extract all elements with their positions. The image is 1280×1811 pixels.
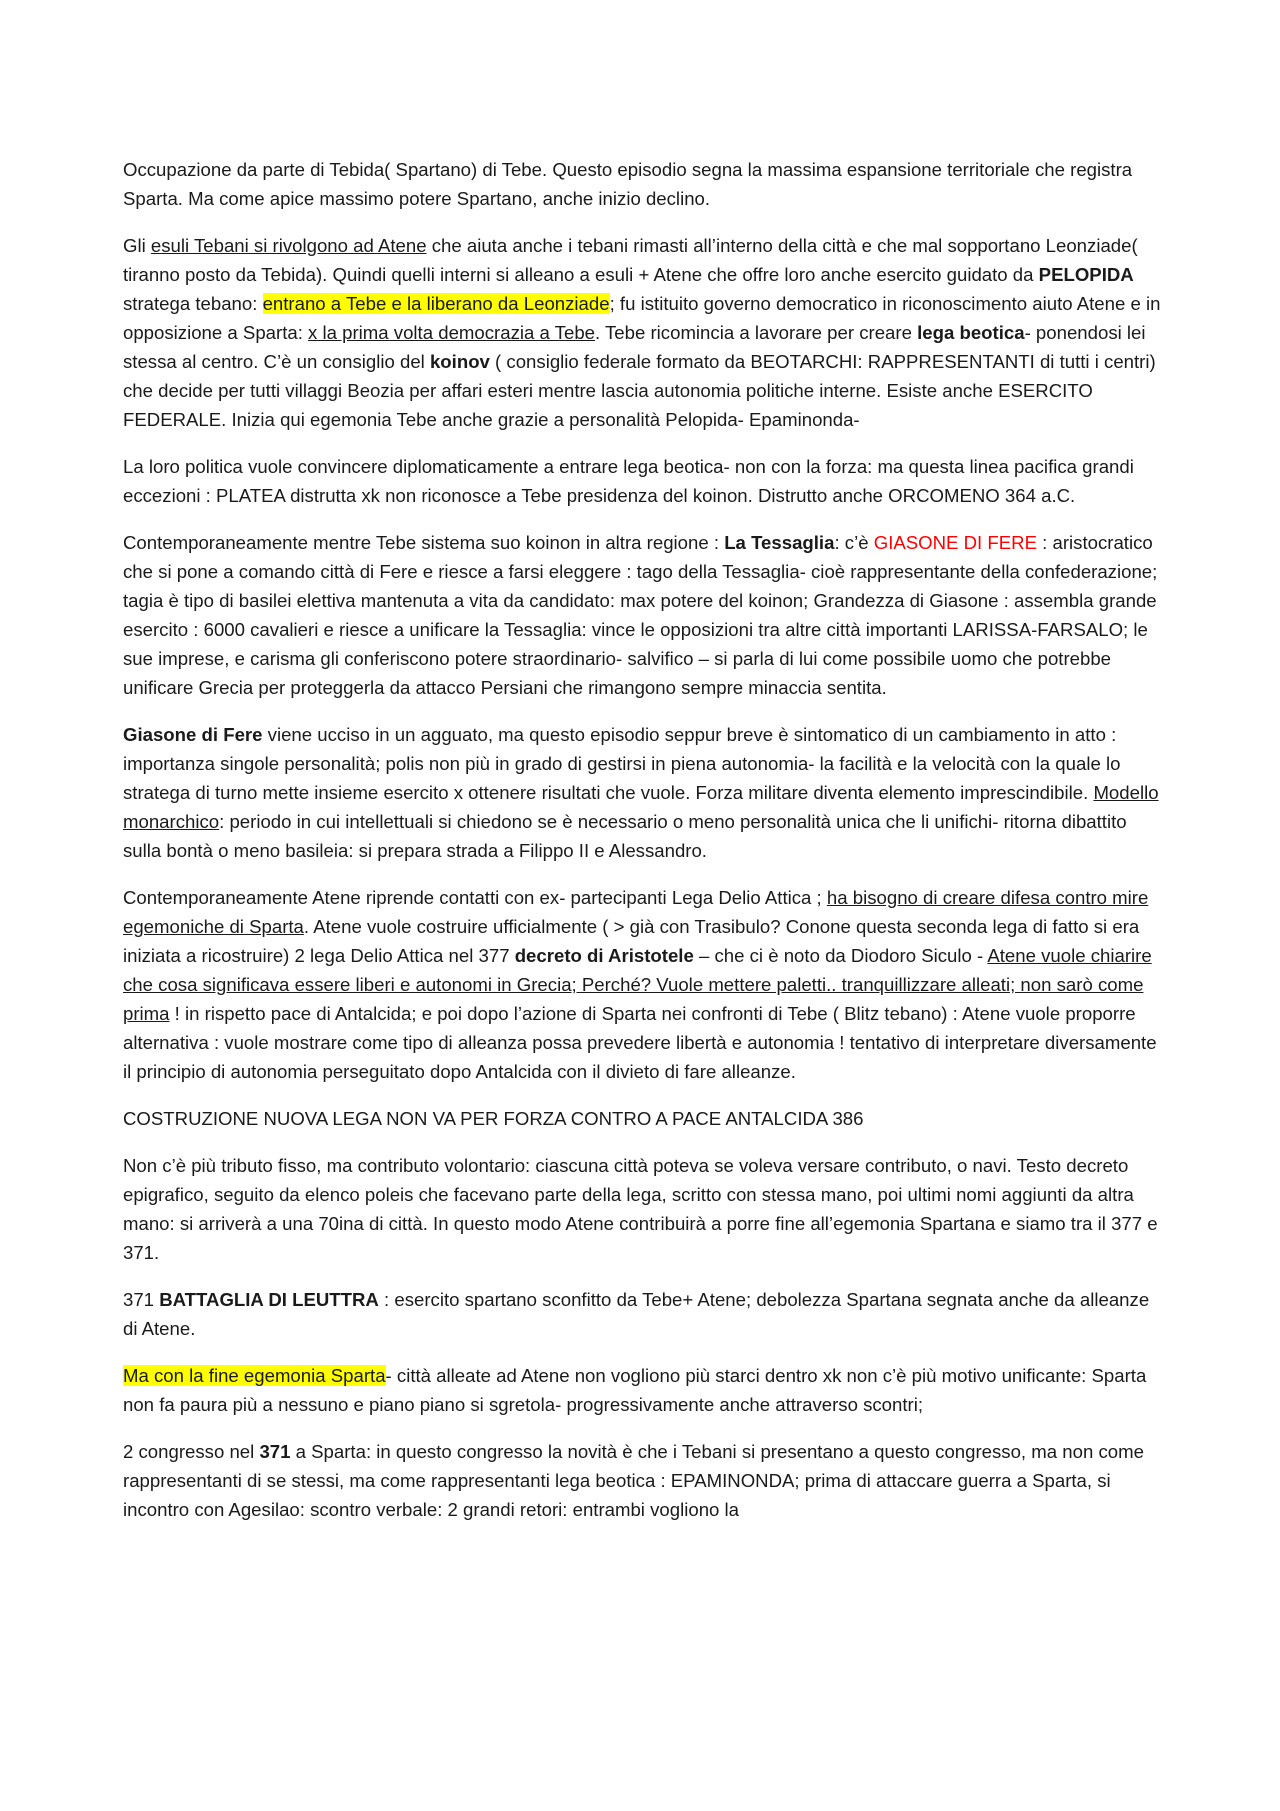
paragraph <box>123 231 1168 434</box>
text-run: Contemporaneamente mentre Tebe sistema suo koinon in altra regione : <box>123 532 725 553</box>
text-run: : periodo in cui intellettuali si chiedono se è necessario o meno personalità unica che li unifichi- ritorna dibattito sulla bontà o meno basileia: si prepara strada a Filippo II e Alessandro. <box>123 811 1127 861</box>
text-run: ; fu istituito governo democratico in riconoscimento aiuto Atene e in opposizione a Sparta: <box>123 293 1161 343</box>
paragraph <box>123 155 1168 213</box>
paragraph <box>123 1437 1168 1524</box>
text-run: viene ucciso in un agguato, ma questo episodio seppur breve è sintomatico di un cambiamento in atto : importanza singole personalità; polis non più in grado di gestirsi in piena autonomia- la facilità e la velocità con la quale lo stratega di turno mette insieme esercito x ottenere risultati che vuole. Forza militare diventa elemento imprescindibile. <box>123 724 1121 803</box>
underlined-text: Modello monarchico <box>123 782 1159 832</box>
paragraph <box>123 528 1168 702</box>
highlighted-text: entrano a Tebe e la liberano da Leonziade <box>262 293 610 314</box>
text-run: . Tebe ricomincia a lavorare per creare <box>595 322 918 343</box>
text-run: a Sparta: in questo congresso la novità è che i Tebani si presentano a questo congresso, ma non come rappresentanti di se stessi, ma come rappresentanti lega beotica : EPAMINONDA; prima di attaccare guerra a Sparta, si incontro con Agesilao: scontro verbale: 2 grandi retori: entrambi vogliono la <box>123 1441 1144 1520</box>
paragraph <box>123 1104 1168 1133</box>
bold-text: La Tessaglia <box>724 532 835 553</box>
paragraph <box>123 1285 1168 1343</box>
text-run: COSTRUZIONE NUOVA LEGA NON VA PER FORZA CONTRO A PACE ANTALCIDA 386 <box>123 1108 864 1129</box>
bold-text: BATTAGLIA DI LEUTTRA <box>159 1289 379 1310</box>
bold-text: lega beotica <box>917 322 1025 343</box>
bold-text: Giasone di Fere <box>123 724 263 745</box>
highlighted-text: Ma con la fine egemonia Sparta <box>123 1365 386 1386</box>
text-run: stratega tebano: <box>123 293 263 314</box>
text-run: che aiuta anche i tebani rimasti all’interno della città e che mal sopportano Leonziade( tiranno posto da Tebida). Quindi quelli interni si alleano a esuli + Atene che offre loro anche esercito guidato da <box>123 235 1138 285</box>
bold-text: decreto di Aristotele <box>514 945 694 966</box>
text-run: ( consiglio federale formato da BEOTARCHI: RAPPRESENTANTI di tutti i centri) che decide per tutti villaggi Beozia per affari esteri mentre lascia autonomia politiche interne. Esiste anche ESERCITO FEDERALE. Inizia qui egemonia Tebe anche grazie a personalità Pelopida- Epaminonda- <box>123 351 1156 430</box>
bold-text: PELOPIDA <box>1038 264 1134 285</box>
paragraph <box>123 452 1168 510</box>
text-run: 2 congresso nel <box>123 1441 260 1462</box>
paragraph <box>123 1151 1168 1267</box>
text-run: 371 <box>123 1289 160 1310</box>
text-run: - ponendosi lei stessa al centro. C’è un consiglio del <box>123 322 1146 372</box>
text-run: : c’è <box>834 532 874 553</box>
text-run: La loro politica vuole convincere diplomaticamente a entrare lega beotica- non con la forza: ma questa linea pacifica grandi eccezioni : PLATEA distrutta xk non riconosce a Tebe presidenza del koinon. Distrutto anche ORCOMENO 364 a.C. <box>123 456 1134 506</box>
bold-text: 371 <box>259 1441 291 1462</box>
underlined-text: Atene vuole chiarire che cosa significava essere liberi e autonomi in Grecia; Perché? Vuole mettere paletti.. tranquillizzare alleati; non sarò come prima <box>123 945 1152 1024</box>
paragraph <box>123 883 1168 1086</box>
text-run: Occupazione da parte di Tebida( Spartano) di Tebe. Questo episodio segna la massima espansione territoriale che registra Sparta. Ma come apice massimo potere Spartano, anche inizio declino. <box>123 159 1133 209</box>
document-body <box>123 155 1168 1542</box>
underlined-text: x la prima volta democrazia a Tebe <box>308 322 595 343</box>
red-text: GIASONE DI FERE <box>873 532 1037 553</box>
bold-text: koinov <box>429 351 490 372</box>
text-run: Contemporaneamente Atene riprende contatti con ex- partecipanti Lega Delio Attica ; <box>123 887 827 908</box>
text-run: . Atene vuole costruire ufficialmente ( > già con Trasibulo? Conone questa seconda lega di fatto si era iniziata a ricostruire) 2 lega Delio Attica nel 377 <box>123 916 1140 966</box>
text-run: Gli <box>123 235 151 256</box>
underlined-text: ha bisogno di creare difesa contro mire egemoniche di Sparta <box>123 887 1149 937</box>
text-run: : esercito spartano sconfitto da Tebe+ Atene; debolezza Spartana segnata anche da alleanze di Atene. <box>123 1289 1150 1339</box>
text-run: – che ci è noto da Diodoro Siculo - <box>693 945 988 966</box>
text-run: ! in rispetto pace di Antalcida; e poi dopo l’azione di Sparta nei confronti di Tebe ( Blitz tebano) : Atene vuole proporre alternativa : vuole mostrare come tipo di alleanza possa prevedere libertà e autonomia ! tentativo di interpretare diversamente il principio di autonomia perseguitato dopo Antalcida con il divieto di fare alleanze. <box>123 1003 1157 1082</box>
text-run: - città alleate ad Atene non vogliono più starci dentro xk non c’è più motivo unificante: Sparta non fa paura più a nessuno e piano piano si sgretola- progressivamente anche attraverso scontri; <box>123 1365 1147 1415</box>
text-run: Non c’è più tributo fisso, ma contributo volontario: ciascuna città poteva se voleva versare contributo, o navi. Testo decreto epigrafico, seguito da elenco poleis che facevano parte della lega, scritto con stessa mano, poi ultimi nomi aggiunti da altra mano: si arriverà a una 70ina di città. In questo modo Atene contribuirà a porre fine all’egemonia Spartana e siamo tra il 377 e 371. <box>123 1155 1158 1263</box>
text-run: : aristocratico che si pone a comando città di Fere e riesce a farsi eleggere : tago della Tessaglia- cioè rappresentante della confederazione; tagia è tipo di basilei elettiva mantenuta a vita da candidato: max potere del koinon; Grandezza di Giasone : assembla grande esercito : 6000 cavalieri e riesce a unificare la Tessaglia: vince le opposizioni tra altre città importanti LARISSA-FARSALO; le sue imprese, e carisma gli conferiscono potere straordinario- salvifico – si parla di lui come possibile uomo che potrebbe unificare Grecia per proteggerla da attacco Persiani che rimangono sempre minaccia sentita. <box>123 532 1158 698</box>
underlined-text: esuli Tebani si rivolgono ad Atene <box>150 235 427 256</box>
paragraph <box>123 720 1168 865</box>
paragraph <box>123 1361 1168 1419</box>
